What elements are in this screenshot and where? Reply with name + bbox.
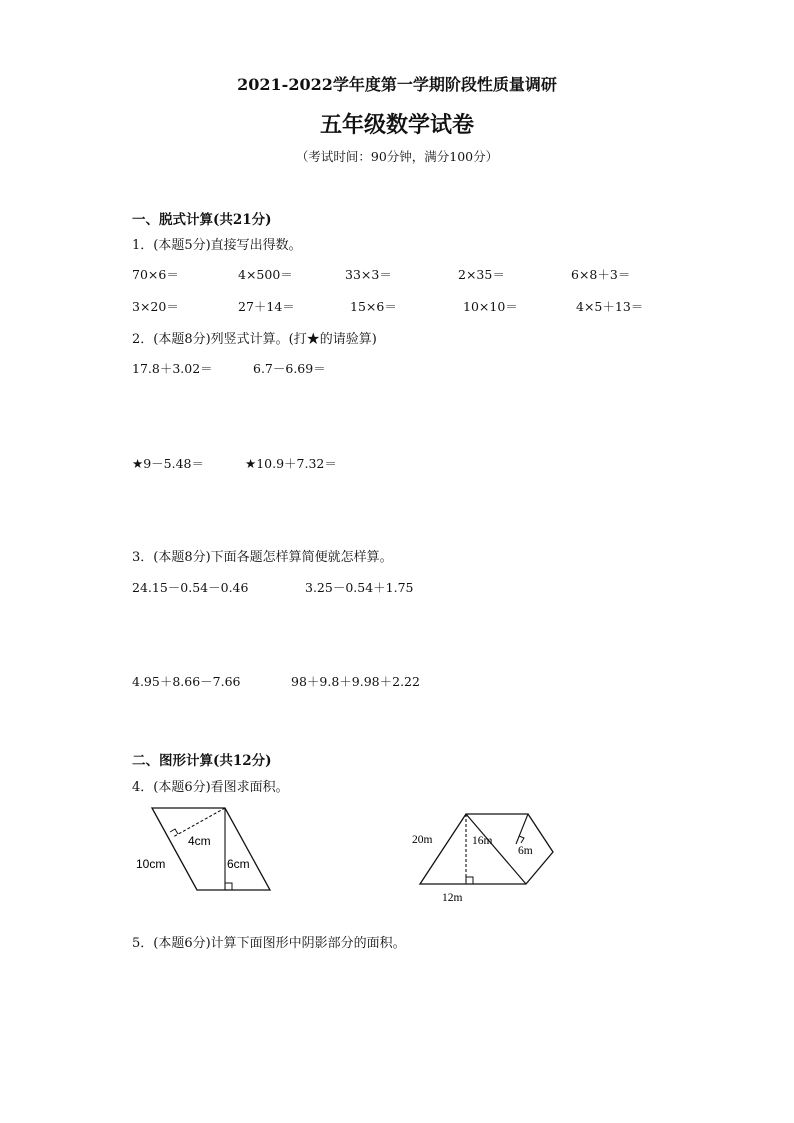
- height-line-6m: [516, 814, 528, 844]
- parallelogram-figure: [130, 800, 280, 900]
- q3-expr: 24.15－0.54－0.46: [132, 580, 249, 595]
- right-angle-mark: [170, 829, 178, 834]
- q3-expr: 98＋9.8＋9.98＋2.22: [291, 674, 420, 689]
- q1-expr: 15×6＝: [350, 299, 397, 314]
- q1-expr: 33×3＝: [345, 267, 392, 282]
- label-4cm: 4cm: [188, 834, 211, 848]
- question-1-prompt: 1．(本题5分)直接写出得数。: [132, 238, 302, 253]
- label-20m: 20m: [412, 834, 433, 846]
- exam-info: （考试时间：90分钟，满分100分）: [295, 149, 499, 164]
- q2-expr: ★9－5.48＝: [132, 456, 204, 471]
- q1-expr: 27＋14＝: [238, 299, 295, 314]
- q1-expr: 6×8＋3＝: [571, 267, 631, 282]
- q2-expr: 17.8＋3.02＝: [132, 361, 213, 376]
- q1-expr: 70×6＝: [132, 267, 179, 282]
- q2-expr: 6.7－6.69＝: [253, 361, 326, 376]
- label-10cm: 10cm: [136, 857, 166, 871]
- label-6cm: 6cm: [227, 857, 250, 871]
- parallelogram-outline: [152, 808, 270, 890]
- question-3-prompt: 3．(本题8分)下面各题怎样算简便就怎样算。: [132, 550, 393, 565]
- trapezoid-figure: [408, 806, 563, 908]
- q1-expr: 4×5＋13＝: [576, 299, 644, 314]
- exam-name: 五年级数学试卷: [319, 112, 474, 138]
- height-line-4cm: [173, 808, 225, 837]
- diagonal-line: [466, 814, 526, 884]
- q3-expr: 4.95＋8.66－7.66: [132, 674, 241, 689]
- right-angle-mark: [225, 883, 232, 890]
- question-2-prompt: 2．(本题8分)列竖式计算。(打★的请验算): [132, 332, 377, 347]
- q1-expr: 4×500＝: [238, 267, 293, 282]
- right-angle-mark: [466, 877, 473, 884]
- label-12m: 12m: [442, 892, 463, 904]
- q1-expr: 10×10＝: [463, 299, 518, 314]
- q1-expr: 3×20＝: [132, 299, 179, 314]
- q1-expr: 2×35＝: [458, 267, 505, 282]
- composite-outline: [420, 814, 553, 884]
- q2-expr: ★10.9＋7.32＝: [245, 456, 337, 471]
- question-5-prompt: 5．(本题6分)计算下面图形中阴影部分的面积。: [132, 936, 406, 951]
- exam-title: 2021-2022学年度第一学期阶段性质量调研: [237, 75, 557, 94]
- right-angle-mark: [519, 836, 524, 843]
- label-6m: 6m: [518, 845, 533, 857]
- section-2-title: 二、图形计算(共12分): [132, 753, 272, 769]
- label-16m: 16m: [472, 835, 493, 847]
- q3-expr: 3.25－0.54＋1.75: [305, 580, 414, 595]
- question-4-prompt: 4．(本题6分)看图求面积。: [132, 780, 289, 795]
- section-1-title: 一、脱式计算(共21分): [132, 212, 272, 228]
